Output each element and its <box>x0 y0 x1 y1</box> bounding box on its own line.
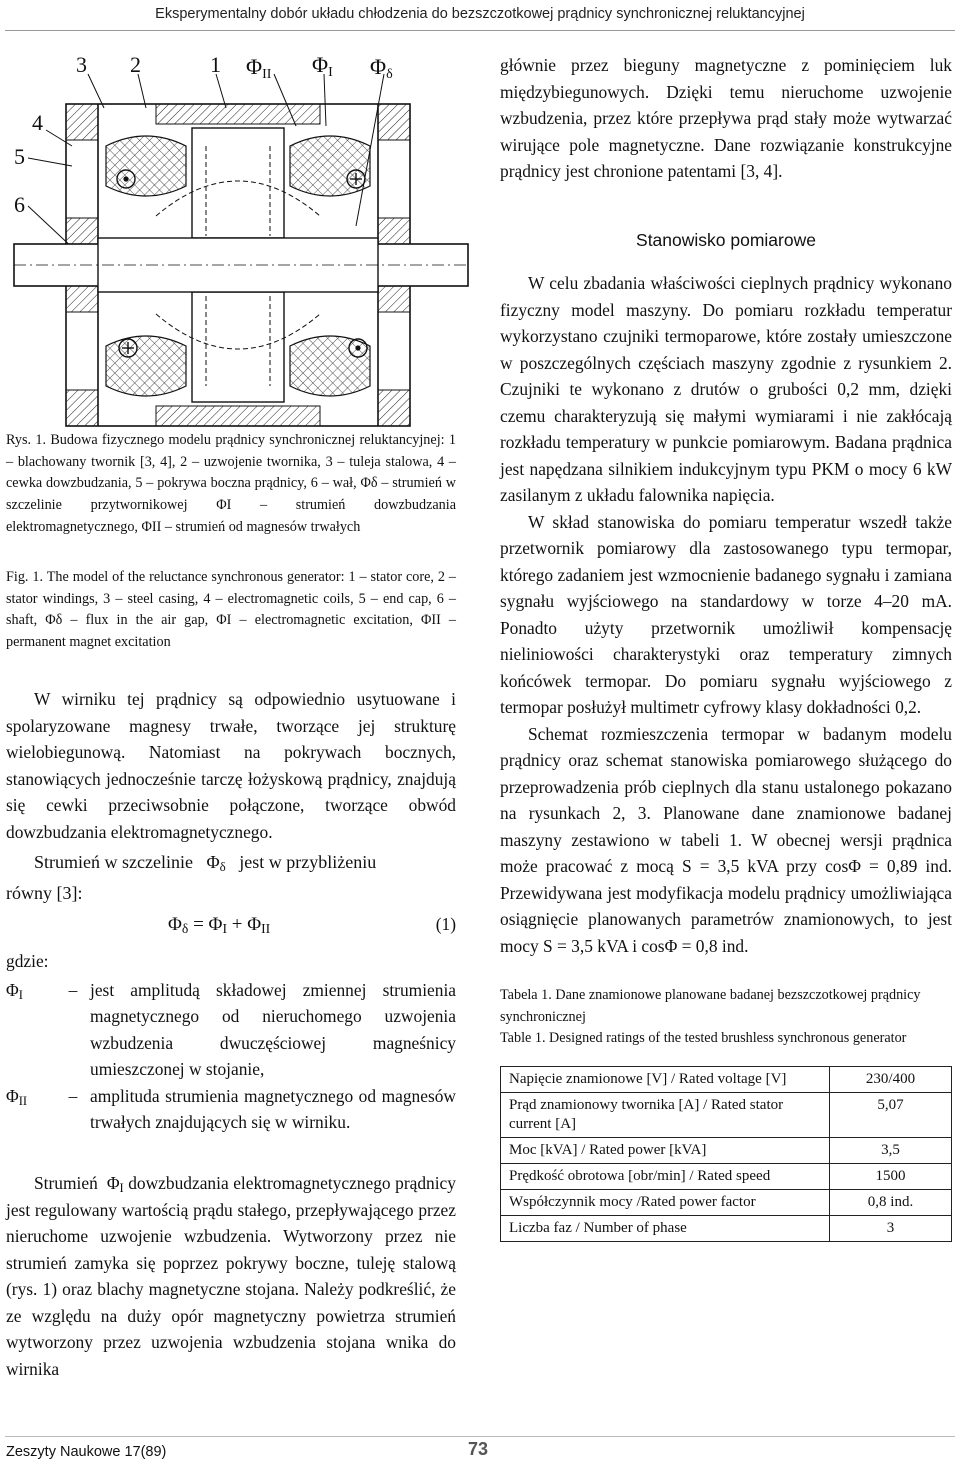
label-5: 5 <box>14 144 25 169</box>
paragraph-transducer: W skład stanowiska do pomiaru temperatur wszedł także przetwornik pomiarowy dla zastosowanego typu termopar, którego zadaniem jest wzmocnienie badanego sygnału i zamiana sygnału wyjściowego na standardowy w torze 4–20 mA. Ponadto użyty przetwornik umożliwił kompensację nieliniowości charakterystyki oraz temperatury zimnych końcówek termopar. Do pomiaru sygnału wyjściowego z termopar posłużył multimetr cyfrowy klasy dokładności 0,2. <box>500 511 952 717</box>
footer-rule <box>5 1436 955 1437</box>
table-cell-label: Prąd znamionowy twornika [A] / Rated stator current [A] <box>501 1092 830 1137</box>
table-row <box>501 1163 952 1189</box>
table-cell-value: 5,07 <box>830 1092 952 1137</box>
page-number: 73 <box>468 1439 489 1459</box>
table-cell-label: Współczynnik mocy /Rated power factor <box>501 1189 830 1215</box>
paragraph-thermal-model: W celu zbadania właściwości cieplnych prądnicy wykonano fizyczny model maszyny. Do pomiaru rozkładu temperatur wykorzystano czujniki termoparowe, które zostały umieszczone w poszczególnych częściach maszyny zgodnie z rysunkiem 2. Czujniki te wykonano z drutów o grubości 0,2 mm, dzięki czemu charakteryzują się małymi wymiarami i nie zakłócają rozkładu temperatury w punkcie pomiarowym. Badana prądnica jest napędzana silnikiem indukcyjnym typu PKM o mocy 6 kW zasilanym z układu falownika napięcia. <box>500 273 952 505</box>
left-column-continuation <box>6 1170 456 1382</box>
label-3: 3 <box>76 52 87 77</box>
paragraph-schematic: Schemat rozmieszczenia termopar w badanym modelu prądnicy oraz schemat stanowiska pomiarowego służącego do przeprowadzenia prób cieplnych dla stanu ustalonego pokazano na rysunkach 2, 3. Planowane dane znamionowe badanej maszyny zestawiono w tabeli 1. W obecnej wersji prądnica może pracować z mocą S = 3,5 kVA przy cosΦ = 0,89 ind. Przewidywana jest modyfikacja modelu prądnicy umożliwiająca osiągnięcie planowanych parametrów znamionowych, to jest mocy S = 3,5 kVA i cosΦ = 0,8 ind. <box>500 723 952 956</box>
table-cell-value: 3,5 <box>830 1137 952 1163</box>
table-captions <box>500 985 952 1050</box>
right-column-top <box>500 52 952 185</box>
table-row <box>501 1189 952 1215</box>
table-row <box>501 1137 952 1163</box>
label-1: 1 <box>210 52 221 77</box>
table-cell-value: 0,8 ind. <box>830 1189 952 1215</box>
table-cell-label: Napięcie znamionowe [V] / Rated voltage [V] <box>501 1066 830 1092</box>
journal-footer: Zeszyty Naukowe 17(89) <box>6 1444 167 1460</box>
left-column-block <box>6 686 456 1136</box>
where-label: gdzie: <box>6 951 49 971</box>
phi-delta-label: Φδ <box>370 54 393 82</box>
ratings-table <box>500 1066 952 1242</box>
table-cell-label: Moc [kVA] / Rated power [kVA] <box>501 1137 830 1163</box>
header-rule <box>5 30 955 31</box>
table-caption-pl: Tabela 1. Dane znamionowe planowane badanej bezszczotkowej prądnicy synchronicznej <box>500 987 921 1025</box>
definition-phi-I: $\Phi_I$ – jest amplitudą składowej zmiennej strumienia magnetycznego od nieruchomego uzwojenia wzbudzenia dwuczęściowej magneśnicy umieszczonej w stojanie, <box>6 979 456 1079</box>
running-header: Eksperymentalny dobór układu chłodzenia do bezszczotkowej prądnicy synchronicznej reluktancyjnej <box>155 6 805 22</box>
equation-body: $\Phi_\delta = \Phi_I + \Phi_{II}$ <box>168 914 271 936</box>
paragraph-poles: głównie przez bieguny magnetyczne z pominięciem luk międzybiegunowych. Dzięki temu nieruchome uzwojenie wzbudzenia, przez które przepływa prąd stały może wytwarzać wirujące pole magnetyczne. Dane rozwiązanie konstrukcyjne prądnicy jest chronione patentami [3, 4]. <box>500 55 952 181</box>
table-cell-value: 230/400 <box>830 1066 952 1092</box>
label-4: 4 <box>32 110 43 135</box>
definition-phi-II: $\Phi_{II}$ – amplituda strumienia magnetycznego od magnesów trwałych znajdujących się w wirniku. <box>6 1085 456 1132</box>
symbol-definitions <box>6 977 456 1136</box>
generator-cross-section-figure <box>6 46 476 446</box>
section-heading: Stanowisko pomiarowe <box>636 230 816 250</box>
phi-I-label: ΦI <box>312 52 333 80</box>
table-row <box>501 1215 952 1241</box>
equation-number: (1) <box>435 914 456 934</box>
table-cell-value: 3 <box>830 1215 952 1241</box>
paragraph-rotor: W wirniku tej prądnicy są odpowiednio usytuowane i spolaryzowane magnesy trwałe, tworzące jej strukturę wielobiegunową. Natomiast na pokrywach bocznych, stanowiących jednocześnie tarczę łożyskową prądnicy, znajdują się cewki przeciwsobnie połączone, tworzące obwód dowzbudzania elektromagnetycznego. <box>6 689 456 842</box>
label-2: 2 <box>130 52 141 77</box>
table-row <box>501 1092 952 1137</box>
label-6: 6 <box>14 192 25 217</box>
table-cell-value: 1500 <box>830 1163 952 1189</box>
equation-1 <box>6 908 456 948</box>
paragraph-excitation: Strumień $\Phi_I$ dowzbudzania elektromagnetycznego prądnicy jest regulowany wartością prądu stałego, przepływającego przez nieruchome uzwojenie wzbudzenia. Wytworzony przez nie strumień zamyka się poprzez pokrywy boczne, tuleję stalową (rys. 1) oraz blachy magnetyczne stojana. Należy podkreślić, że ze względu na duży opór magnetyczny powietrza strumień wytworzony przez uzwojenia wzbudzenia stojana wnika do wirnika <box>6 1173 456 1379</box>
table-cell-label: Liczba faz / Number of phase <box>501 1215 830 1241</box>
phi-II-label: ΦII <box>246 54 272 82</box>
table-row <box>501 1066 952 1092</box>
table-caption-en: Table 1. Designed ratings of the tested brushless synchronous generator <box>500 1030 907 1046</box>
paragraph-flux-equal: równy [3]: <box>6 882 83 903</box>
table-cell-label: Prędkość obrotowa [obr/min] / Rated speed <box>501 1163 830 1189</box>
paragraph-flux-intro: Strumień w szczelinie $\Phi_\delta$ jest w przybliżeniu <box>34 852 377 874</box>
figure-caption-en: Fig. 1. The model of the reluctance synchronous generator: 1 – stator core, 2 – stator windings, 3 – steel casing, 4 – electromagnetic coils, 5 – end cap, 6 – shaft, Φδ – flux in the air gap, ΦI – electromagnetic excitation, ΦII – permanent magnet excitation <box>6 569 456 651</box>
right-column-body <box>500 270 952 1242</box>
figure-caption-pl: Rys. 1. Budowa fizycznego modelu prądnicy synchronicznej reluktancyjnej: 1 – blachowany twornik [3, 4], 2 – uzwojenie twornika, 3 – tuleja stalowa, 4 – cewka dowzbudzania, 5 – pokrywa boczna prądnicy, 6 – wał, Φδ – strumień w szczelinie przytwornikowej ΦI – strumień dowzbudzania elektromagnetycznego, ΦII – strumień od magnesów trwałych <box>6 432 456 535</box>
